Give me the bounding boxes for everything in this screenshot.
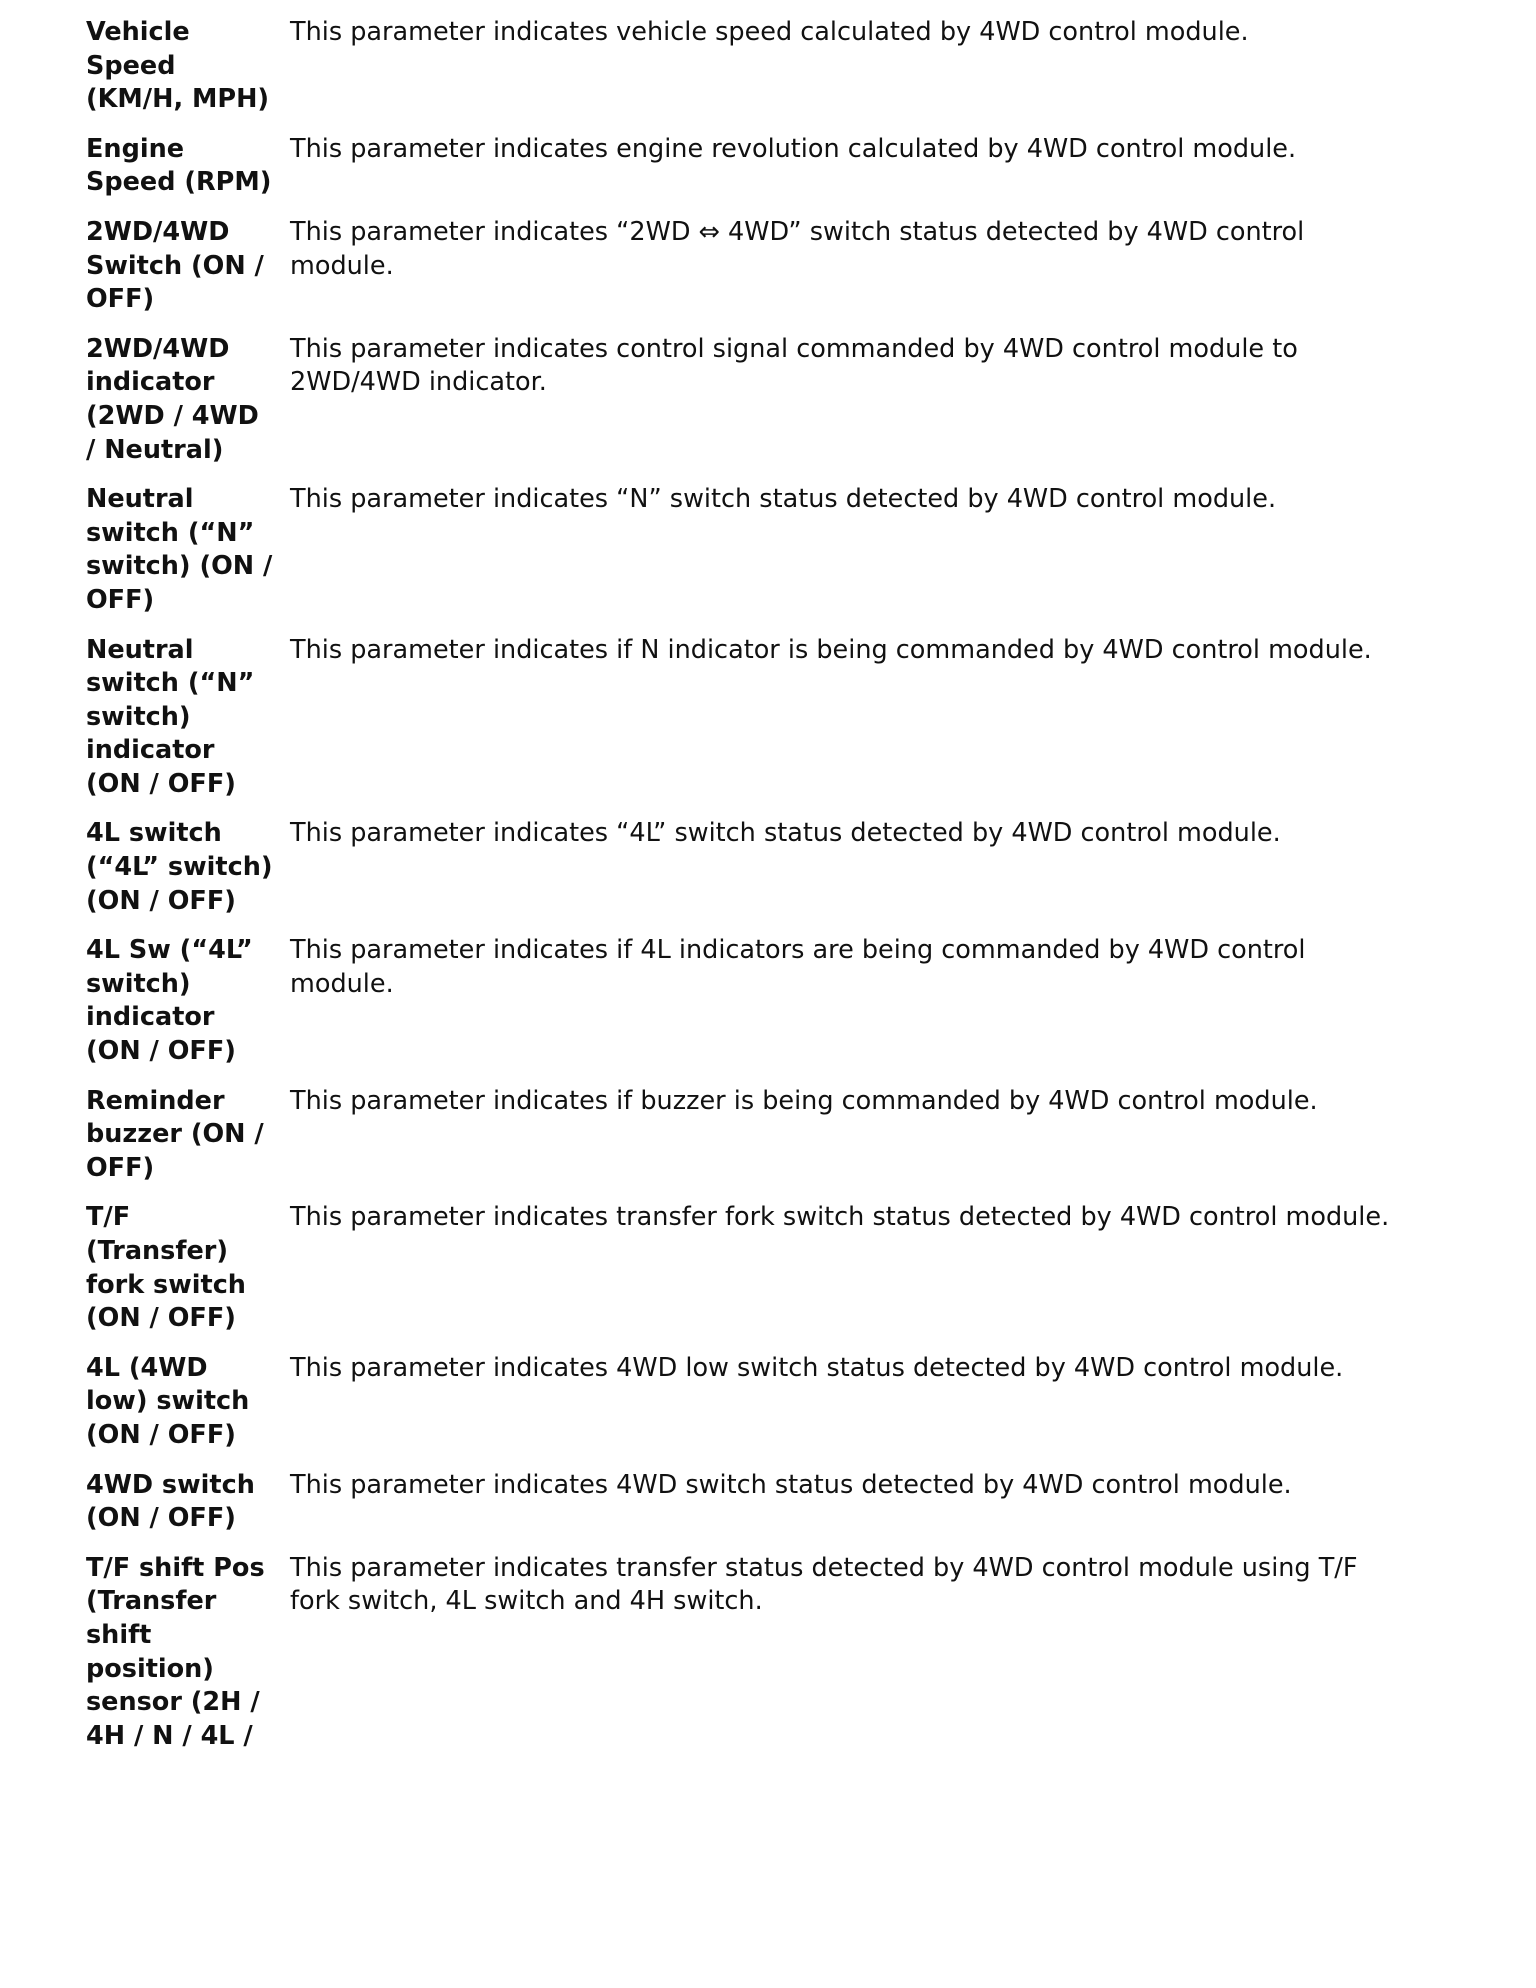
parameter-description: This parameter indicates control signal commanded by 4WD control module to 2WD/4WD indicator. [290, 333, 1298, 398]
parameter-description: This parameter indicates 4WD low switch status detected by 4WD control module. [290, 1352, 1344, 1383]
parameter-name: Neutral switch (“N” switch) (ON / OFF) [86, 484, 273, 615]
parameter-name: 4L Sw (“4L” switch) indicator (ON / OFF) [86, 935, 253, 1067]
parameter-description: This parameter indicates if N indicator is being commanded by 4WD control module. [290, 634, 1372, 665]
table-row [80, 212, 1410, 329]
parameter-name: 2WD/4WD Switch (ON / OFF) [86, 216, 264, 315]
table-row [80, 930, 1410, 1080]
parameter-name: 4WD switch (ON / OFF) [86, 1469, 255, 1534]
table-row [80, 479, 1410, 629]
parameter-name: Reminder buzzer (ON / OFF) [86, 1085, 264, 1183]
parameter-description: This parameter indicates transfer fork switch status detected by 4WD control module. [290, 1202, 1390, 1233]
table-row [80, 1465, 1410, 1548]
parameter-table [80, 12, 1410, 1765]
parameter-name: 4L switch (“4L” switch) (ON / OFF) [86, 818, 273, 916]
parameter-name: T/F shift Pos (Transfer shift position) sensor (2H / 4H / N / 4L / [86, 1552, 265, 1751]
parameter-name: Engine Speed (RPM) [86, 133, 272, 198]
parameter-description: This parameter indicates “N” switch status detected by 4WD control module. [290, 484, 1277, 515]
table-row [80, 12, 1410, 129]
parameter-name: 4L (4WD low) switch (ON / OFF) [86, 1352, 250, 1450]
table-row [80, 630, 1410, 814]
table-row [80, 129, 1410, 212]
table-row [80, 1548, 1410, 1766]
parameter-description: This parameter indicates transfer status detected by 4WD control module using T/F fork switch, 4L switch and 4H switch. [290, 1552, 1358, 1617]
parameter-name: T/F (Transfer) fork switch (ON / OFF) [86, 1202, 246, 1334]
table-row [80, 1081, 1410, 1198]
parameter-name: Vehicle Speed (KM/H, MPH) [86, 17, 270, 115]
parameter-description: This parameter indicates if 4L indicators are being commanded by 4WD control module. [290, 935, 1306, 999]
table-row [80, 1348, 1410, 1465]
parameter-description: This parameter indicates vehicle speed calculated by 4WD control module. [290, 17, 1249, 47]
parameter-description: This parameter indicates if buzzer is being commanded by 4WD control module. [290, 1085, 1318, 1116]
parameter-description: This parameter indicates “4L” switch status detected by 4WD control module. [290, 818, 1281, 849]
parameter-name: Neutral switch (“N” switch) indicator (ON / OFF) [86, 634, 255, 799]
parameter-description: This parameter indicates engine revolution calculated by 4WD control module. [290, 133, 1297, 164]
parameter-description: This parameter indicates 4WD switch status detected by 4WD control module. [290, 1469, 1292, 1500]
parameter-description: This parameter indicates “2WD ⇔ 4WD” switch status detected by 4WD control module. [290, 216, 1305, 281]
table-row [80, 813, 1410, 930]
table-row [80, 329, 1410, 479]
table-row [80, 1197, 1410, 1347]
parameter-name: 2WD/4WD indicator (2WD / 4WD / Neutral) [86, 333, 259, 465]
